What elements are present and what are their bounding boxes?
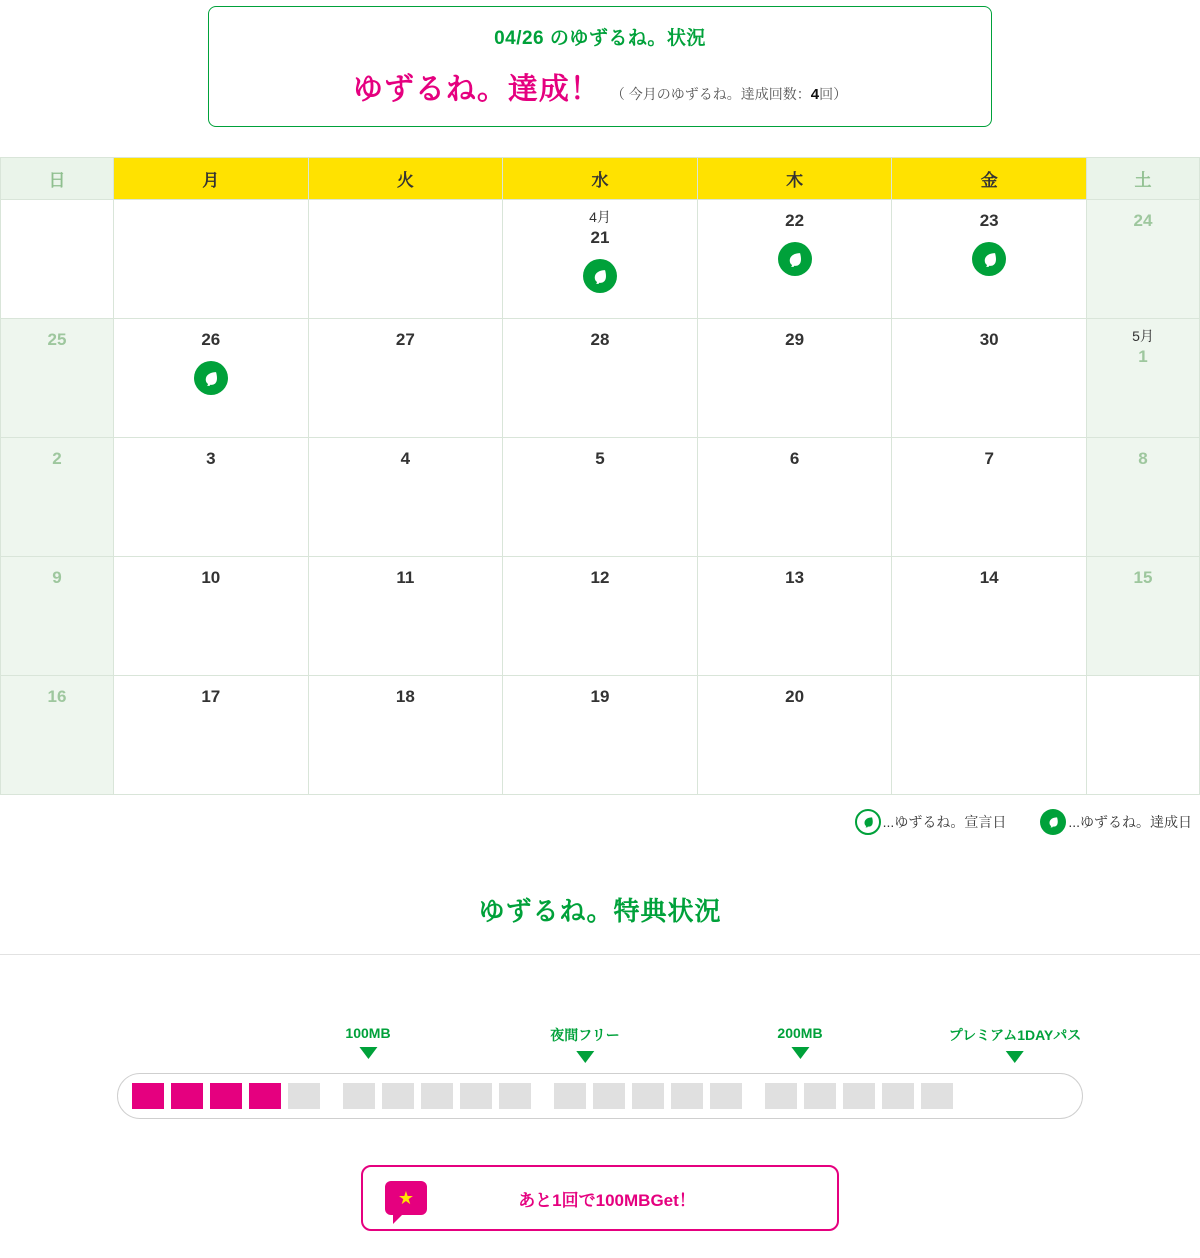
leaf-filled-icon bbox=[972, 242, 1006, 276]
calendar-cell-empty bbox=[1, 200, 114, 319]
weekday-header-tue: 火 bbox=[308, 158, 503, 200]
calendar-cell-day[interactable] bbox=[1087, 557, 1200, 676]
star-glyph: ★ bbox=[397, 1188, 415, 1208]
calendar-cell-empty bbox=[892, 676, 1087, 795]
calendar-cell-day[interactable] bbox=[503, 438, 698, 557]
calendar-cell-day[interactable] bbox=[1087, 200, 1200, 319]
next-reward-text: あと1回で100MBGet！ bbox=[518, 1190, 696, 1210]
banner-count-prefix: （ 今月のゆずるね。達成回数： bbox=[610, 86, 811, 102]
banner-count-suffix: 回） bbox=[819, 86, 848, 102]
calendar-day-number: 24 bbox=[1133, 211, 1153, 230]
calendar-day-number: 13 bbox=[785, 568, 805, 587]
calendar-day-number: 21 bbox=[590, 228, 610, 248]
calendar-cell-day[interactable] bbox=[308, 319, 503, 438]
calendar-cell-day[interactable] bbox=[1087, 438, 1200, 557]
meter-cell bbox=[499, 1083, 531, 1109]
meter-cell bbox=[765, 1083, 797, 1109]
calendar-day-number: 22 bbox=[785, 211, 805, 230]
calendar-cell-day[interactable] bbox=[114, 319, 309, 438]
calendar-week-row bbox=[1, 319, 1200, 438]
calendar-day-number: 8 bbox=[1138, 449, 1148, 468]
calendar-day-number: 28 bbox=[590, 330, 610, 349]
calendar-day-number: 15 bbox=[1133, 568, 1153, 587]
calendar-day-number: 6 bbox=[789, 449, 800, 468]
callout-wrap bbox=[0, 1165, 1200, 1245]
calendar-cell-day[interactable] bbox=[114, 676, 309, 795]
calendar-day-number: 1 bbox=[1138, 347, 1148, 367]
calendar-day-number: 19 bbox=[590, 687, 610, 706]
calendar-day-number: 18 bbox=[395, 687, 415, 706]
calendar-day-number: 26 bbox=[201, 330, 221, 349]
calendar-legend bbox=[0, 795, 1200, 835]
calendar-cell-day[interactable] bbox=[503, 557, 698, 676]
calendar-cell-day[interactable] bbox=[1087, 319, 1200, 438]
calendar-day-number: 10 bbox=[201, 568, 221, 587]
calendar-day-number: 14 bbox=[979, 568, 999, 587]
calendar-day-number: 11 bbox=[396, 568, 415, 587]
calendar-cell-day[interactable] bbox=[697, 676, 892, 795]
meter-cell bbox=[921, 1083, 953, 1109]
milestone-label-text: 200MB bbox=[777, 1025, 823, 1041]
weekday-header-mon: 月 bbox=[114, 158, 309, 200]
calendar-cell-day[interactable] bbox=[503, 319, 698, 438]
meter-cell bbox=[710, 1083, 742, 1109]
meter-cell bbox=[210, 1083, 242, 1109]
calendar-day-number: 12 bbox=[590, 568, 610, 587]
leaf-filled-icon bbox=[1040, 809, 1066, 835]
legend-achieved bbox=[1040, 809, 1192, 835]
calendar-week-row bbox=[1, 557, 1200, 676]
calendar-cell-empty bbox=[1087, 676, 1200, 795]
banner-achievement-text: ゆずるね。達成！ bbox=[352, 73, 601, 106]
weekday-header-thu: 木 bbox=[697, 158, 892, 200]
meter-cell bbox=[343, 1083, 375, 1109]
leaf-filled-icon bbox=[583, 259, 617, 293]
calendar-cell-day[interactable] bbox=[697, 557, 892, 676]
leaf-outline-icon bbox=[855, 809, 881, 835]
calendar-month-label: 5月 bbox=[1132, 328, 1154, 344]
calendar-day-number: 27 bbox=[395, 330, 415, 349]
meter-cell bbox=[593, 1083, 625, 1109]
progress-meter bbox=[117, 1073, 1083, 1119]
calendar-cell-day[interactable] bbox=[503, 200, 698, 319]
weekday-header-sat: 土 bbox=[1087, 158, 1200, 200]
milestone-label-1 bbox=[550, 1025, 619, 1063]
meter-cell bbox=[804, 1083, 836, 1109]
calendar-cell-empty bbox=[308, 200, 503, 319]
calendar-cell-day[interactable] bbox=[697, 200, 892, 319]
calendar-day-number: 17 bbox=[201, 687, 221, 706]
calendar-body bbox=[1, 200, 1200, 795]
benefits-meter-area bbox=[0, 1025, 1200, 1119]
calendar-day-number: 30 bbox=[979, 330, 999, 349]
calendar-week-row bbox=[1, 438, 1200, 557]
meter-cell bbox=[249, 1083, 281, 1109]
meter-cell bbox=[288, 1083, 320, 1109]
calendar-cell-empty bbox=[114, 200, 309, 319]
calendar-day-number: 25 bbox=[47, 330, 67, 349]
milestone-label-0 bbox=[345, 1025, 390, 1059]
calendar-day-number: 23 bbox=[979, 211, 999, 230]
meter-cell bbox=[554, 1083, 586, 1109]
calendar-cell-day[interactable] bbox=[892, 319, 1087, 438]
star-bubble-icon bbox=[385, 1181, 427, 1215]
next-reward-callout bbox=[361, 1165, 839, 1231]
benefits-section-title: ゆずるね。特典状況 bbox=[478, 896, 722, 926]
section-divider bbox=[0, 954, 1200, 955]
calendar-cell-day[interactable] bbox=[892, 438, 1087, 557]
calendar-cell-day[interactable] bbox=[697, 438, 892, 557]
milestone-arrow-icon bbox=[359, 1047, 377, 1059]
meter-cell bbox=[671, 1083, 703, 1109]
calendar-week-row bbox=[1, 676, 1200, 795]
milestone-arrow-icon bbox=[791, 1047, 809, 1059]
calendar-header-row bbox=[1, 158, 1200, 200]
calendar-cell-day[interactable] bbox=[114, 438, 309, 557]
meter-cell bbox=[421, 1083, 453, 1109]
calendar-cell-day[interactable] bbox=[697, 319, 892, 438]
calendar-cell-day[interactable] bbox=[503, 676, 698, 795]
calendar-day-number: 7 bbox=[984, 449, 994, 468]
meter-cell bbox=[382, 1083, 414, 1109]
calendar-cell-day[interactable] bbox=[892, 557, 1087, 676]
milestone-arrow-icon bbox=[576, 1051, 594, 1063]
weekday-header-sun: 日 bbox=[1, 158, 114, 200]
banner-count-value: 4 bbox=[810, 86, 820, 103]
legend-declared-label: ...ゆずるね。宣言日 bbox=[882, 814, 1007, 830]
milestone-arrow-icon bbox=[1006, 1051, 1024, 1063]
calendar-cell-day[interactable] bbox=[308, 557, 503, 676]
milestone-label-3 bbox=[949, 1025, 1082, 1063]
milestone-label-text: 100MB bbox=[345, 1025, 391, 1041]
calendar-cell-day[interactable] bbox=[1, 319, 114, 438]
leaf-filled-icon bbox=[778, 242, 812, 276]
legend-achieved-label: ...ゆずるね。達成日 bbox=[1068, 814, 1192, 830]
calendar-day-number: 2 bbox=[52, 449, 62, 468]
banner-result-row bbox=[219, 64, 981, 108]
calendar-cell-day[interactable] bbox=[114, 557, 309, 676]
milestone-labels bbox=[0, 1025, 1200, 1073]
calendar-day-number: 29 bbox=[785, 330, 805, 349]
meter-cell bbox=[132, 1083, 164, 1109]
meter-cell bbox=[171, 1083, 203, 1109]
calendar-cell-day[interactable] bbox=[308, 676, 503, 795]
calendar-month-label: 4月 bbox=[589, 209, 611, 225]
calendar-cell-day[interactable] bbox=[1, 676, 114, 795]
meter-cell bbox=[882, 1083, 914, 1109]
calendar-day-number: 16 bbox=[47, 687, 67, 706]
calendar-day-number: 20 bbox=[785, 687, 805, 706]
calendar-day-number: 9 bbox=[52, 568, 62, 587]
legend-declared bbox=[855, 809, 1007, 835]
meter-cell bbox=[460, 1083, 492, 1109]
banner-count-text bbox=[611, 84, 847, 104]
meter-cell bbox=[843, 1083, 875, 1109]
calendar-week-row bbox=[1, 200, 1200, 319]
calendar-day-number: 3 bbox=[206, 449, 216, 468]
calendar-day-number: 4 bbox=[400, 449, 411, 468]
weekday-header-wed: 水 bbox=[503, 158, 698, 200]
leaf-filled-icon bbox=[194, 361, 228, 395]
banner-title: 04/26 のゆずるね。状況 bbox=[494, 28, 706, 49]
milestone-label-text: プレミアム1DAYパス bbox=[948, 1027, 1082, 1043]
calendar-cell-day[interactable] bbox=[308, 438, 503, 557]
calendar-table bbox=[0, 157, 1200, 795]
meter-cell bbox=[632, 1083, 664, 1109]
calendar-cell-day[interactable] bbox=[1, 557, 114, 676]
calendar-day-number: 5 bbox=[595, 449, 605, 468]
milestone-label-2 bbox=[777, 1025, 822, 1059]
milestone-label-text: 夜間フリー bbox=[550, 1027, 620, 1043]
calendar-cell-day[interactable] bbox=[892, 200, 1087, 319]
status-banner bbox=[208, 6, 992, 127]
calendar-cell-day[interactable] bbox=[1, 438, 114, 557]
weekday-header-fri: 金 bbox=[892, 158, 1087, 200]
status-banner-wrap bbox=[0, 0, 1200, 127]
